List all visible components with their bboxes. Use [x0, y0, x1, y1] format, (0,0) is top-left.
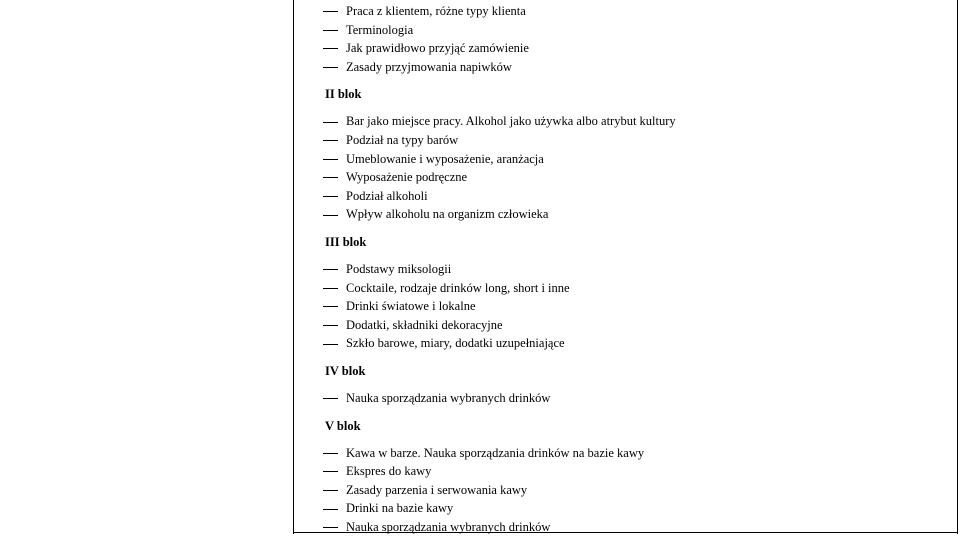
table-left-border	[293, 0, 294, 534]
list-item	[320, 444, 940, 463]
list-item-text: Umeblowanie i wyposażenie, aranżacja	[346, 152, 544, 166]
block-4-heading: IV blok	[325, 361, 940, 381]
list-item	[320, 168, 940, 187]
list-item-text: Wpływ alkoholu na organizm człowieka	[346, 207, 548, 221]
dash-bullet	[323, 67, 338, 68]
list-item	[320, 150, 940, 169]
list-item-text: Podział na typy barów	[346, 133, 458, 147]
list-item	[320, 187, 940, 206]
list-item	[320, 462, 940, 481]
list-item	[320, 112, 940, 131]
dash-bullet	[323, 398, 338, 399]
list-item-text: Drinki na bazie kawy	[346, 501, 453, 515]
dash-bullet	[323, 177, 338, 178]
list-item-text: Zasady przyjmowania napiwków	[346, 60, 512, 74]
list-item-text: Praca z klientem, różne typy klienta	[346, 4, 526, 18]
dash-bullet	[323, 196, 338, 197]
list-item-text: Nauka sporządzania wybranych drinków	[346, 391, 550, 405]
dash-bullet	[323, 122, 338, 123]
list-item-text: Nauka sporządzania wybranych drinków	[346, 520, 550, 534]
list-item	[320, 260, 940, 279]
list-item-text: Cocktaile, rodzaje drinków long, short i inne	[346, 281, 570, 295]
list-item-text: Jak prawidłowo przyjąć zamówienie	[346, 41, 529, 55]
list-item-text: Drinki światowe i lokalne	[346, 299, 476, 313]
dash-bullet	[323, 48, 338, 49]
list-item	[320, 334, 940, 353]
list-item	[320, 389, 940, 408]
block-4-list	[320, 389, 940, 408]
dash-bullet	[323, 159, 338, 160]
dash-bullet	[323, 140, 338, 141]
list-item-text: Bar jako miejsce pracy. Alkohol jako używka albo atrybut kultury	[346, 114, 676, 128]
dash-bullet	[323, 269, 338, 270]
list-item-text: Terminologia	[346, 23, 413, 37]
block-2-heading: II blok	[325, 84, 940, 104]
dash-bullet	[323, 306, 338, 307]
list-item-text: Wyposażenie podręczne	[346, 170, 467, 184]
list-item	[320, 205, 940, 224]
dash-bullet	[323, 11, 338, 12]
block-3-heading: III blok	[325, 232, 940, 252]
dash-bullet	[323, 325, 338, 326]
dash-bullet	[323, 453, 338, 454]
dash-bullet	[323, 509, 338, 510]
list-item-text: Zasady parzenia i serwowania kawy	[346, 483, 527, 497]
list-item-text: Ekspres do kawy	[346, 464, 431, 478]
dash-bullet	[323, 215, 338, 216]
list-item	[320, 39, 940, 58]
list-item	[320, 58, 940, 77]
block-3-list	[320, 260, 940, 353]
dash-bullet	[323, 344, 338, 345]
list-item-text: Podział alkoholi	[346, 189, 428, 203]
list-item	[320, 21, 940, 40]
table-right-border	[957, 0, 958, 534]
block-5-heading: V blok	[325, 416, 940, 436]
dash-bullet	[323, 288, 338, 289]
list-item	[320, 2, 940, 21]
dash-bullet	[323, 527, 338, 528]
list-item	[320, 279, 940, 298]
list-item	[320, 481, 940, 500]
list-item	[320, 131, 940, 150]
list-item-text: Szkło barowe, miary, dodatki uzupełniające	[346, 336, 565, 350]
list-item	[320, 518, 940, 536]
dash-bullet	[323, 471, 338, 472]
block-2-list	[320, 112, 940, 224]
block-5-list	[320, 444, 940, 536]
list-item-text: Podstawy miksologii	[346, 262, 451, 276]
list-item-text: Kawa w barze. Nauka sporządzania drinków na bazie kawy	[346, 446, 644, 460]
course-program	[320, 2, 940, 536]
list-item	[320, 297, 940, 316]
dash-bullet	[323, 30, 338, 31]
list-item	[320, 316, 940, 335]
dash-bullet	[323, 490, 338, 491]
list-item-text: Dodatki, składniki dekoracyjne	[346, 318, 503, 332]
list-item	[320, 499, 940, 518]
block-1-list	[320, 2, 940, 76]
